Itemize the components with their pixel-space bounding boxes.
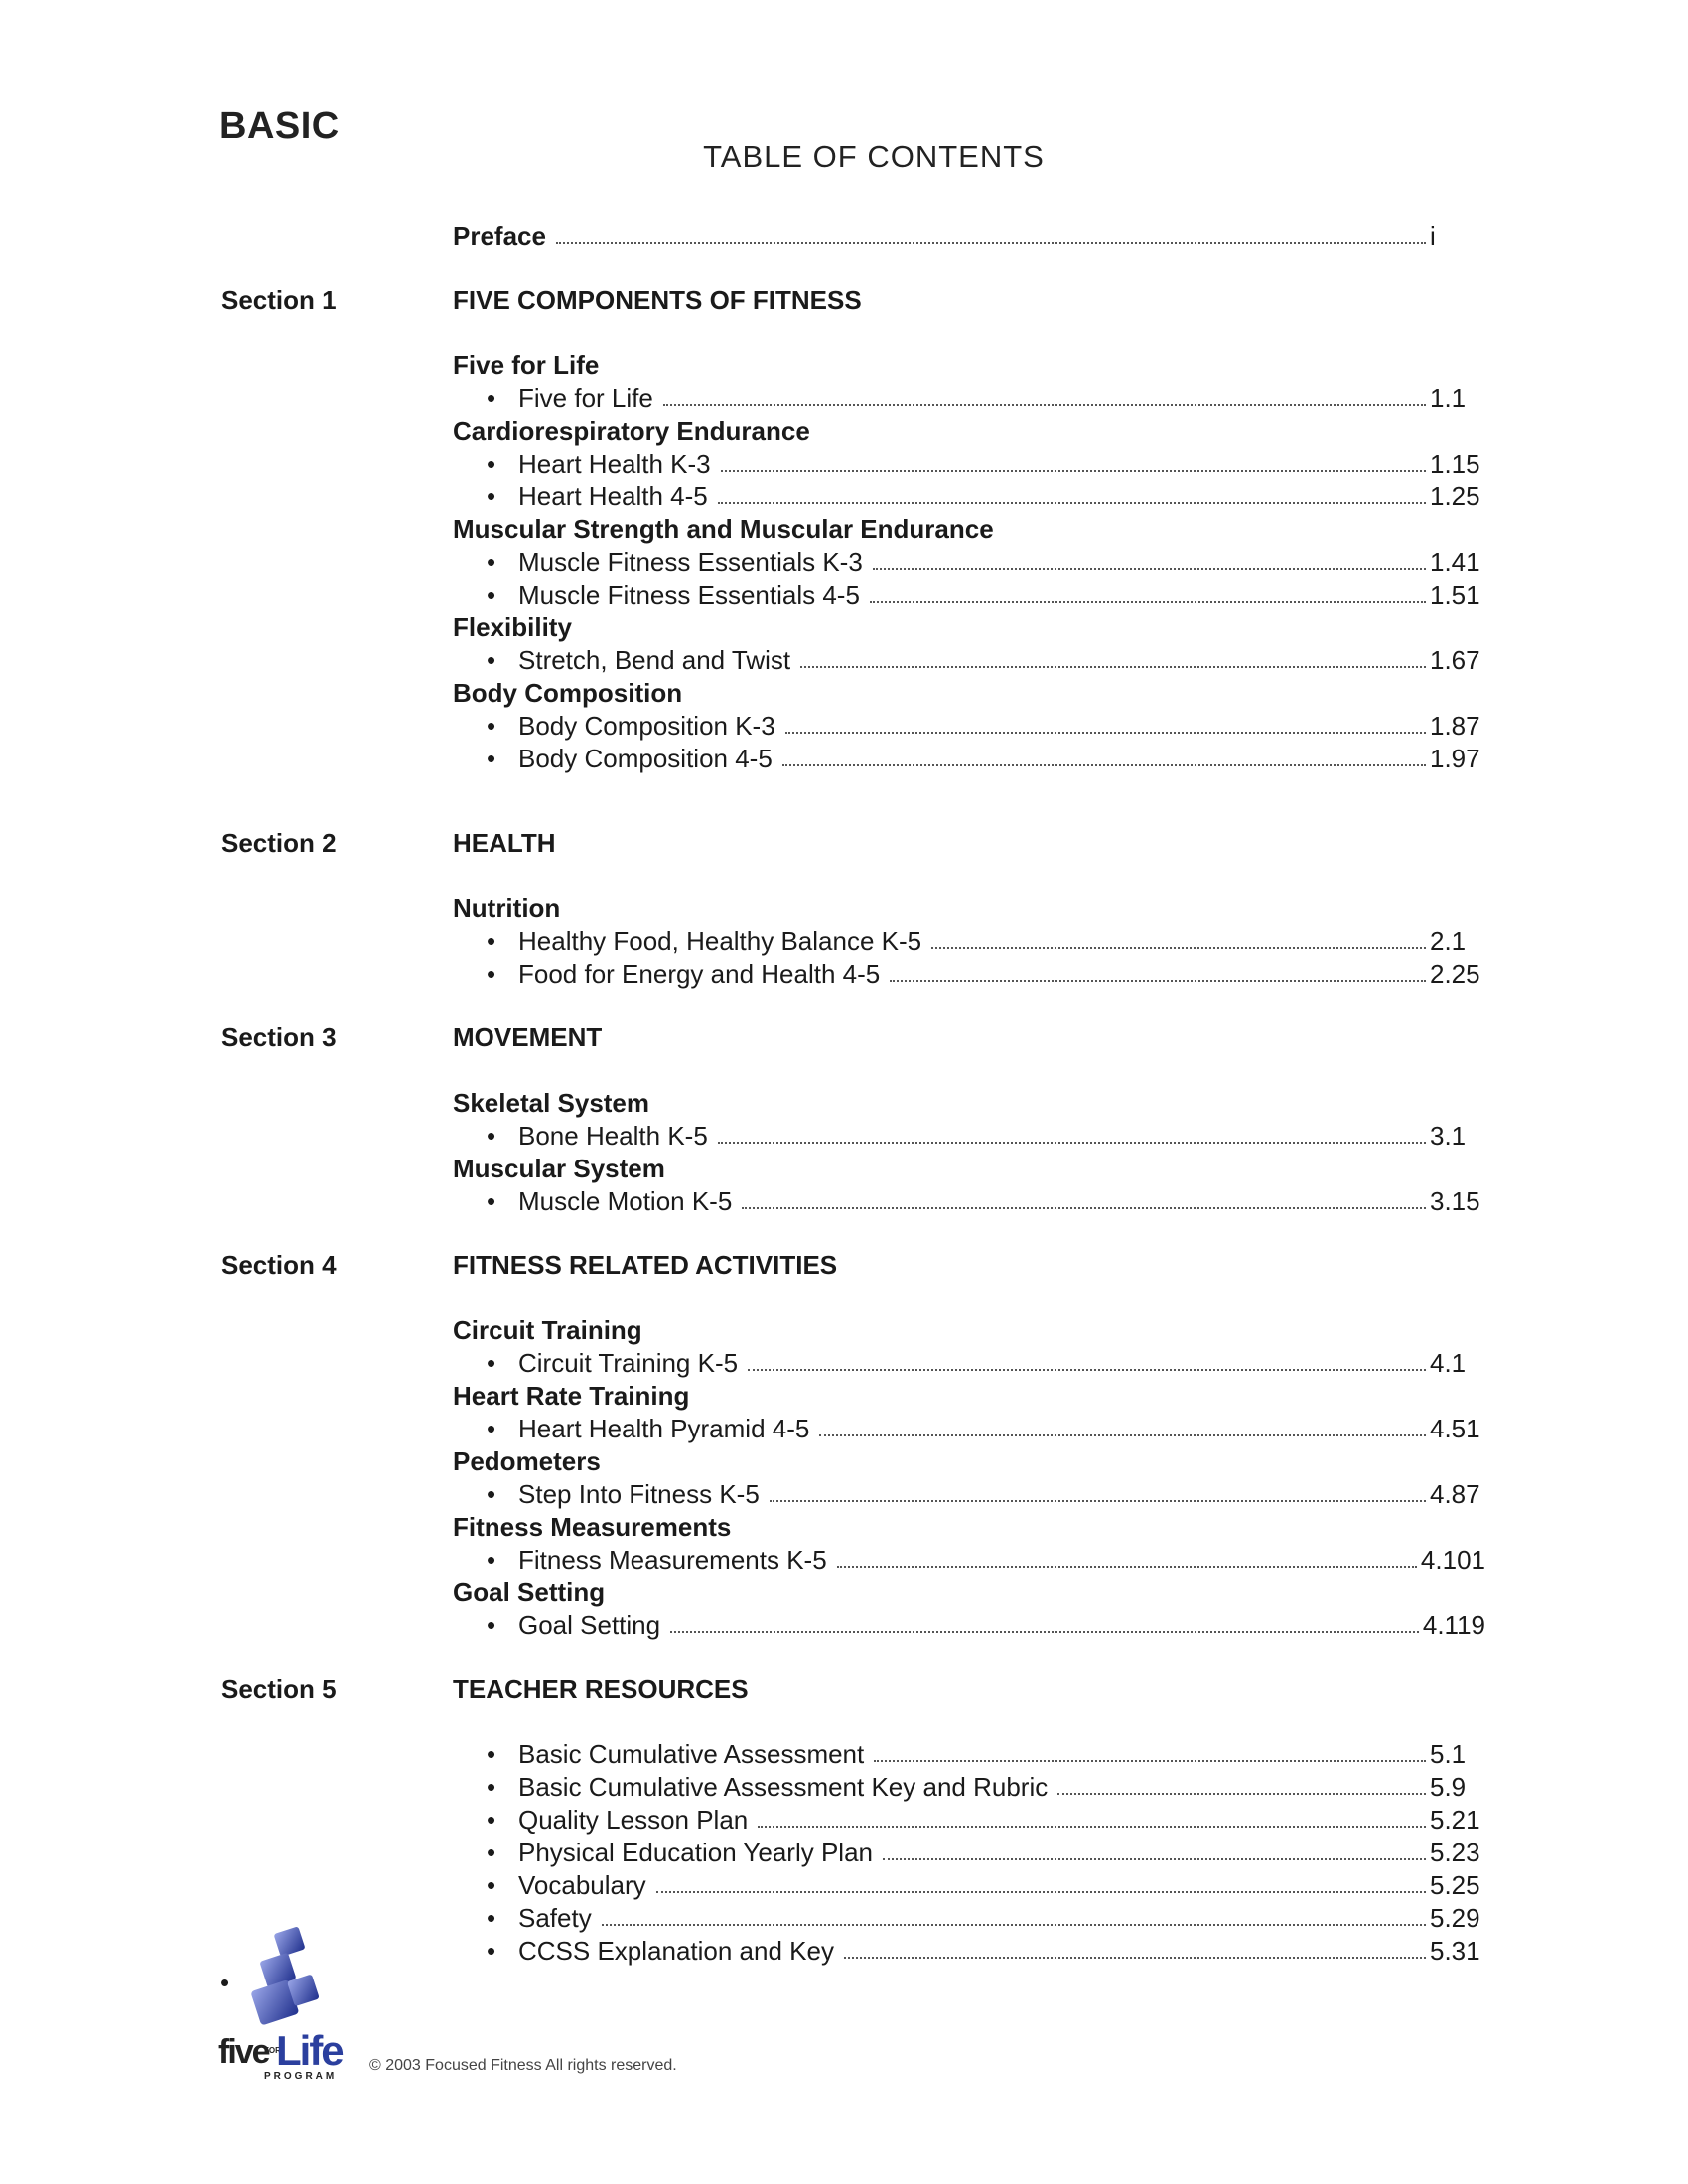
section-title: TEACHER RESOURCES (453, 1674, 749, 1704)
dot-leader (770, 1499, 1426, 1502)
entry-label: Fitness Measurements K-5 (518, 1545, 827, 1574)
bullet: • (487, 1838, 496, 1867)
page-number: 1.25 (1430, 481, 1480, 511)
entry-label: Five for Life (518, 383, 653, 413)
dot-leader (1057, 1792, 1426, 1795)
subsection-heading: Fitness Measurements (453, 1512, 732, 1542)
page-number: 1.97 (1430, 744, 1480, 773)
section-label: Section 3 (221, 1023, 337, 1052)
toc-entry (453, 1184, 1485, 1218)
logo-word-program: PROGRAM (264, 2071, 338, 2082)
bullet: • (487, 1610, 496, 1640)
bullet: • (487, 481, 496, 511)
bullet: • (487, 1121, 496, 1151)
entry-label: Step Into Fitness K-5 (518, 1479, 760, 1509)
subsection-heading: Heart Rate Training (453, 1381, 690, 1411)
entry-label: CCSS Explanation and Key (518, 1936, 834, 1966)
dot-leader (663, 403, 1426, 406)
toc-entry (453, 957, 1485, 991)
bullet: • (487, 744, 496, 773)
dot-leader (883, 1857, 1426, 1860)
entry-label: Muscle Fitness Essentials 4-5 (518, 580, 860, 610)
toc-entry (453, 1868, 1485, 1902)
page-number: 5.9 (1430, 1772, 1467, 1802)
toc-entry (453, 1346, 1485, 1380)
entry-label: Stretch, Bend and Twist (518, 645, 791, 675)
copyright-notice: © 2003 Focused Fitness All rights reserved. (369, 2057, 677, 2074)
footer-bullet: • (220, 1968, 230, 1997)
toc-entry (453, 381, 1485, 415)
bullet: • (487, 580, 496, 610)
dot-leader (837, 1565, 1417, 1568)
section-label: Section 2 (221, 828, 337, 858)
subsection-heading: Nutrition (453, 893, 561, 923)
dot-leader (870, 600, 1426, 603)
edition-label: BASIC (219, 105, 340, 147)
dot-leader (742, 1206, 1426, 1209)
entry-label: Body Composition 4-5 (518, 744, 773, 773)
bullet: • (487, 926, 496, 956)
entry-label: Food for Energy and Health 4-5 (518, 959, 881, 989)
page-number: 2.1 (1430, 926, 1467, 956)
entry-label: Circuit Training K-5 (518, 1348, 739, 1378)
subsection-heading: Muscular Strength and Muscular Endurance (453, 514, 994, 544)
toc-entry (453, 1412, 1485, 1445)
logo-square-1 (273, 1926, 305, 1957)
toc-entry (453, 1836, 1485, 1869)
entry-label: Basic Cumulative Assessment Key and Rubric (518, 1772, 1049, 1802)
bullet: • (487, 383, 496, 413)
subsection-heading: Body Composition (453, 678, 683, 708)
bullet: • (487, 1903, 496, 1933)
toc-entry (453, 1934, 1485, 1968)
dot-leader (556, 241, 1426, 244)
entry-label: Muscle Fitness Essentials K-3 (518, 547, 863, 577)
bullet: • (487, 1870, 496, 1900)
bullet: • (487, 1479, 496, 1509)
page-number: 1.51 (1430, 580, 1480, 610)
toc-entry (453, 1770, 1485, 1804)
page-number: 5.21 (1430, 1805, 1480, 1835)
logo-word-life: Life (276, 2027, 343, 2074)
dot-leader (656, 1890, 1426, 1893)
page-number: 4.1 (1430, 1348, 1467, 1378)
dot-leader (931, 946, 1426, 949)
entry-label: Goal Setting (518, 1610, 661, 1640)
subsection-heading: Goal Setting (453, 1577, 606, 1607)
dot-leader (758, 1825, 1426, 1828)
subsection-heading: Cardiorespiratory Endurance (453, 416, 810, 446)
dot-leader (718, 1141, 1426, 1144)
toc-entry (453, 1901, 1485, 1935)
page-number: 5.25 (1430, 1870, 1480, 1900)
section-title: FIVE COMPONENTS OF FITNESS (453, 285, 862, 315)
entry-label: Vocabulary (518, 1870, 646, 1900)
entry-label: Heart Health K-3 (518, 449, 711, 478)
dot-leader (819, 1433, 1426, 1436)
toc-entry (453, 709, 1485, 743)
five-for-life-logo (218, 1924, 343, 2083)
page-number: 4.101 (1420, 1545, 1485, 1574)
bullet: • (487, 547, 496, 577)
subsection-heading: Skeletal System (453, 1088, 650, 1118)
entry-label: Safety (518, 1903, 592, 1933)
page-number: 4.119 (1422, 1610, 1485, 1640)
bullet: • (487, 1772, 496, 1802)
toc-entry (453, 447, 1485, 480)
bullet: • (487, 1186, 496, 1216)
page-title: TABLE OF CONTENTS (703, 139, 1045, 174)
dot-leader (785, 731, 1426, 734)
dot-leader (800, 665, 1426, 668)
entry-label: Healthy Food, Healthy Balance K-5 (518, 926, 922, 956)
dot-leader (721, 469, 1426, 472)
dot-leader (844, 1956, 1426, 1959)
dot-leader (718, 501, 1426, 504)
dot-leader (670, 1630, 1419, 1633)
page-number: 2.25 (1430, 959, 1480, 989)
toc-entry (453, 643, 1485, 677)
page-number: 1.15 (1430, 449, 1480, 478)
section-title: HEALTH (453, 828, 556, 858)
dot-leader (748, 1368, 1426, 1371)
subsection-heading: Circuit Training (453, 1315, 642, 1345)
toc-entry (453, 924, 1485, 958)
bullet: • (487, 959, 496, 989)
toc-entry (453, 1803, 1485, 1837)
logo-word-five: five (218, 2033, 269, 2071)
section-label: Section 1 (221, 285, 337, 315)
toc-entry (453, 578, 1485, 612)
entry-label: Preface (453, 221, 546, 251)
toc-entry (453, 1608, 1485, 1642)
page-number: 5.1 (1430, 1739, 1467, 1769)
entry-label: Heart Health 4-5 (518, 481, 708, 511)
logo-word-for: FOR (264, 2046, 281, 2055)
entry-label: Heart Health Pyramid 4-5 (518, 1414, 810, 1443)
toc-entry (453, 545, 1485, 579)
dot-leader (782, 763, 1426, 766)
bullet: • (487, 1805, 496, 1835)
bullet: • (487, 711, 496, 741)
section-title: FITNESS RELATED ACTIVITIES (453, 1250, 838, 1280)
entry-label: Body Composition K-3 (518, 711, 775, 741)
bullet: • (487, 1348, 496, 1378)
bullet: • (487, 645, 496, 675)
toc-entry (453, 1737, 1485, 1771)
page-number: 1.41 (1430, 547, 1480, 577)
section-label: Section 4 (221, 1250, 337, 1280)
bullet: • (487, 1414, 496, 1443)
subsection-heading: Flexibility (453, 613, 572, 642)
subsection-heading: Muscular System (453, 1154, 665, 1183)
dot-leader (873, 567, 1426, 570)
page-number: 5.29 (1430, 1903, 1480, 1933)
toc-entry (453, 742, 1485, 775)
page-number: i (1430, 221, 1436, 251)
dot-leader (890, 979, 1426, 982)
entry-label: Muscle Motion K-5 (518, 1186, 733, 1216)
bullet: • (487, 1936, 496, 1966)
bullet: • (487, 1739, 496, 1769)
page-number: 3.15 (1430, 1186, 1480, 1216)
page-number: 4.51 (1430, 1414, 1480, 1443)
toc-entry-preface (453, 219, 1485, 253)
bullet: • (487, 449, 496, 478)
page-number: 4.87 (1430, 1479, 1480, 1509)
toc-entry (453, 1543, 1485, 1576)
dot-leader (874, 1759, 1426, 1762)
toc-entry (453, 1119, 1485, 1153)
page-number: 1.67 (1430, 645, 1480, 675)
subsection-heading: Pedometers (453, 1446, 601, 1476)
page-number: 5.23 (1430, 1838, 1480, 1867)
toc-entry (453, 1477, 1485, 1511)
section-label: Section 5 (221, 1674, 337, 1704)
section-title: MOVEMENT (453, 1023, 603, 1052)
entry-label: Quality Lesson Plan (518, 1805, 749, 1835)
dot-leader (602, 1923, 1426, 1926)
page-number: 3.1 (1430, 1121, 1467, 1151)
entry-label: Bone Health K-5 (518, 1121, 708, 1151)
subsection-heading: Five for Life (453, 350, 600, 380)
page-number: 5.31 (1430, 1936, 1480, 1966)
entry-label: Basic Cumulative Assessment (518, 1739, 865, 1769)
five-for-life-logo-graphic (218, 1924, 348, 2083)
entry-label: Physical Education Yearly Plan (518, 1838, 874, 1867)
page-number: 1.87 (1430, 711, 1480, 741)
bullet: • (487, 1545, 496, 1574)
page-number: 1.1 (1430, 383, 1467, 413)
toc-entry (453, 479, 1485, 513)
